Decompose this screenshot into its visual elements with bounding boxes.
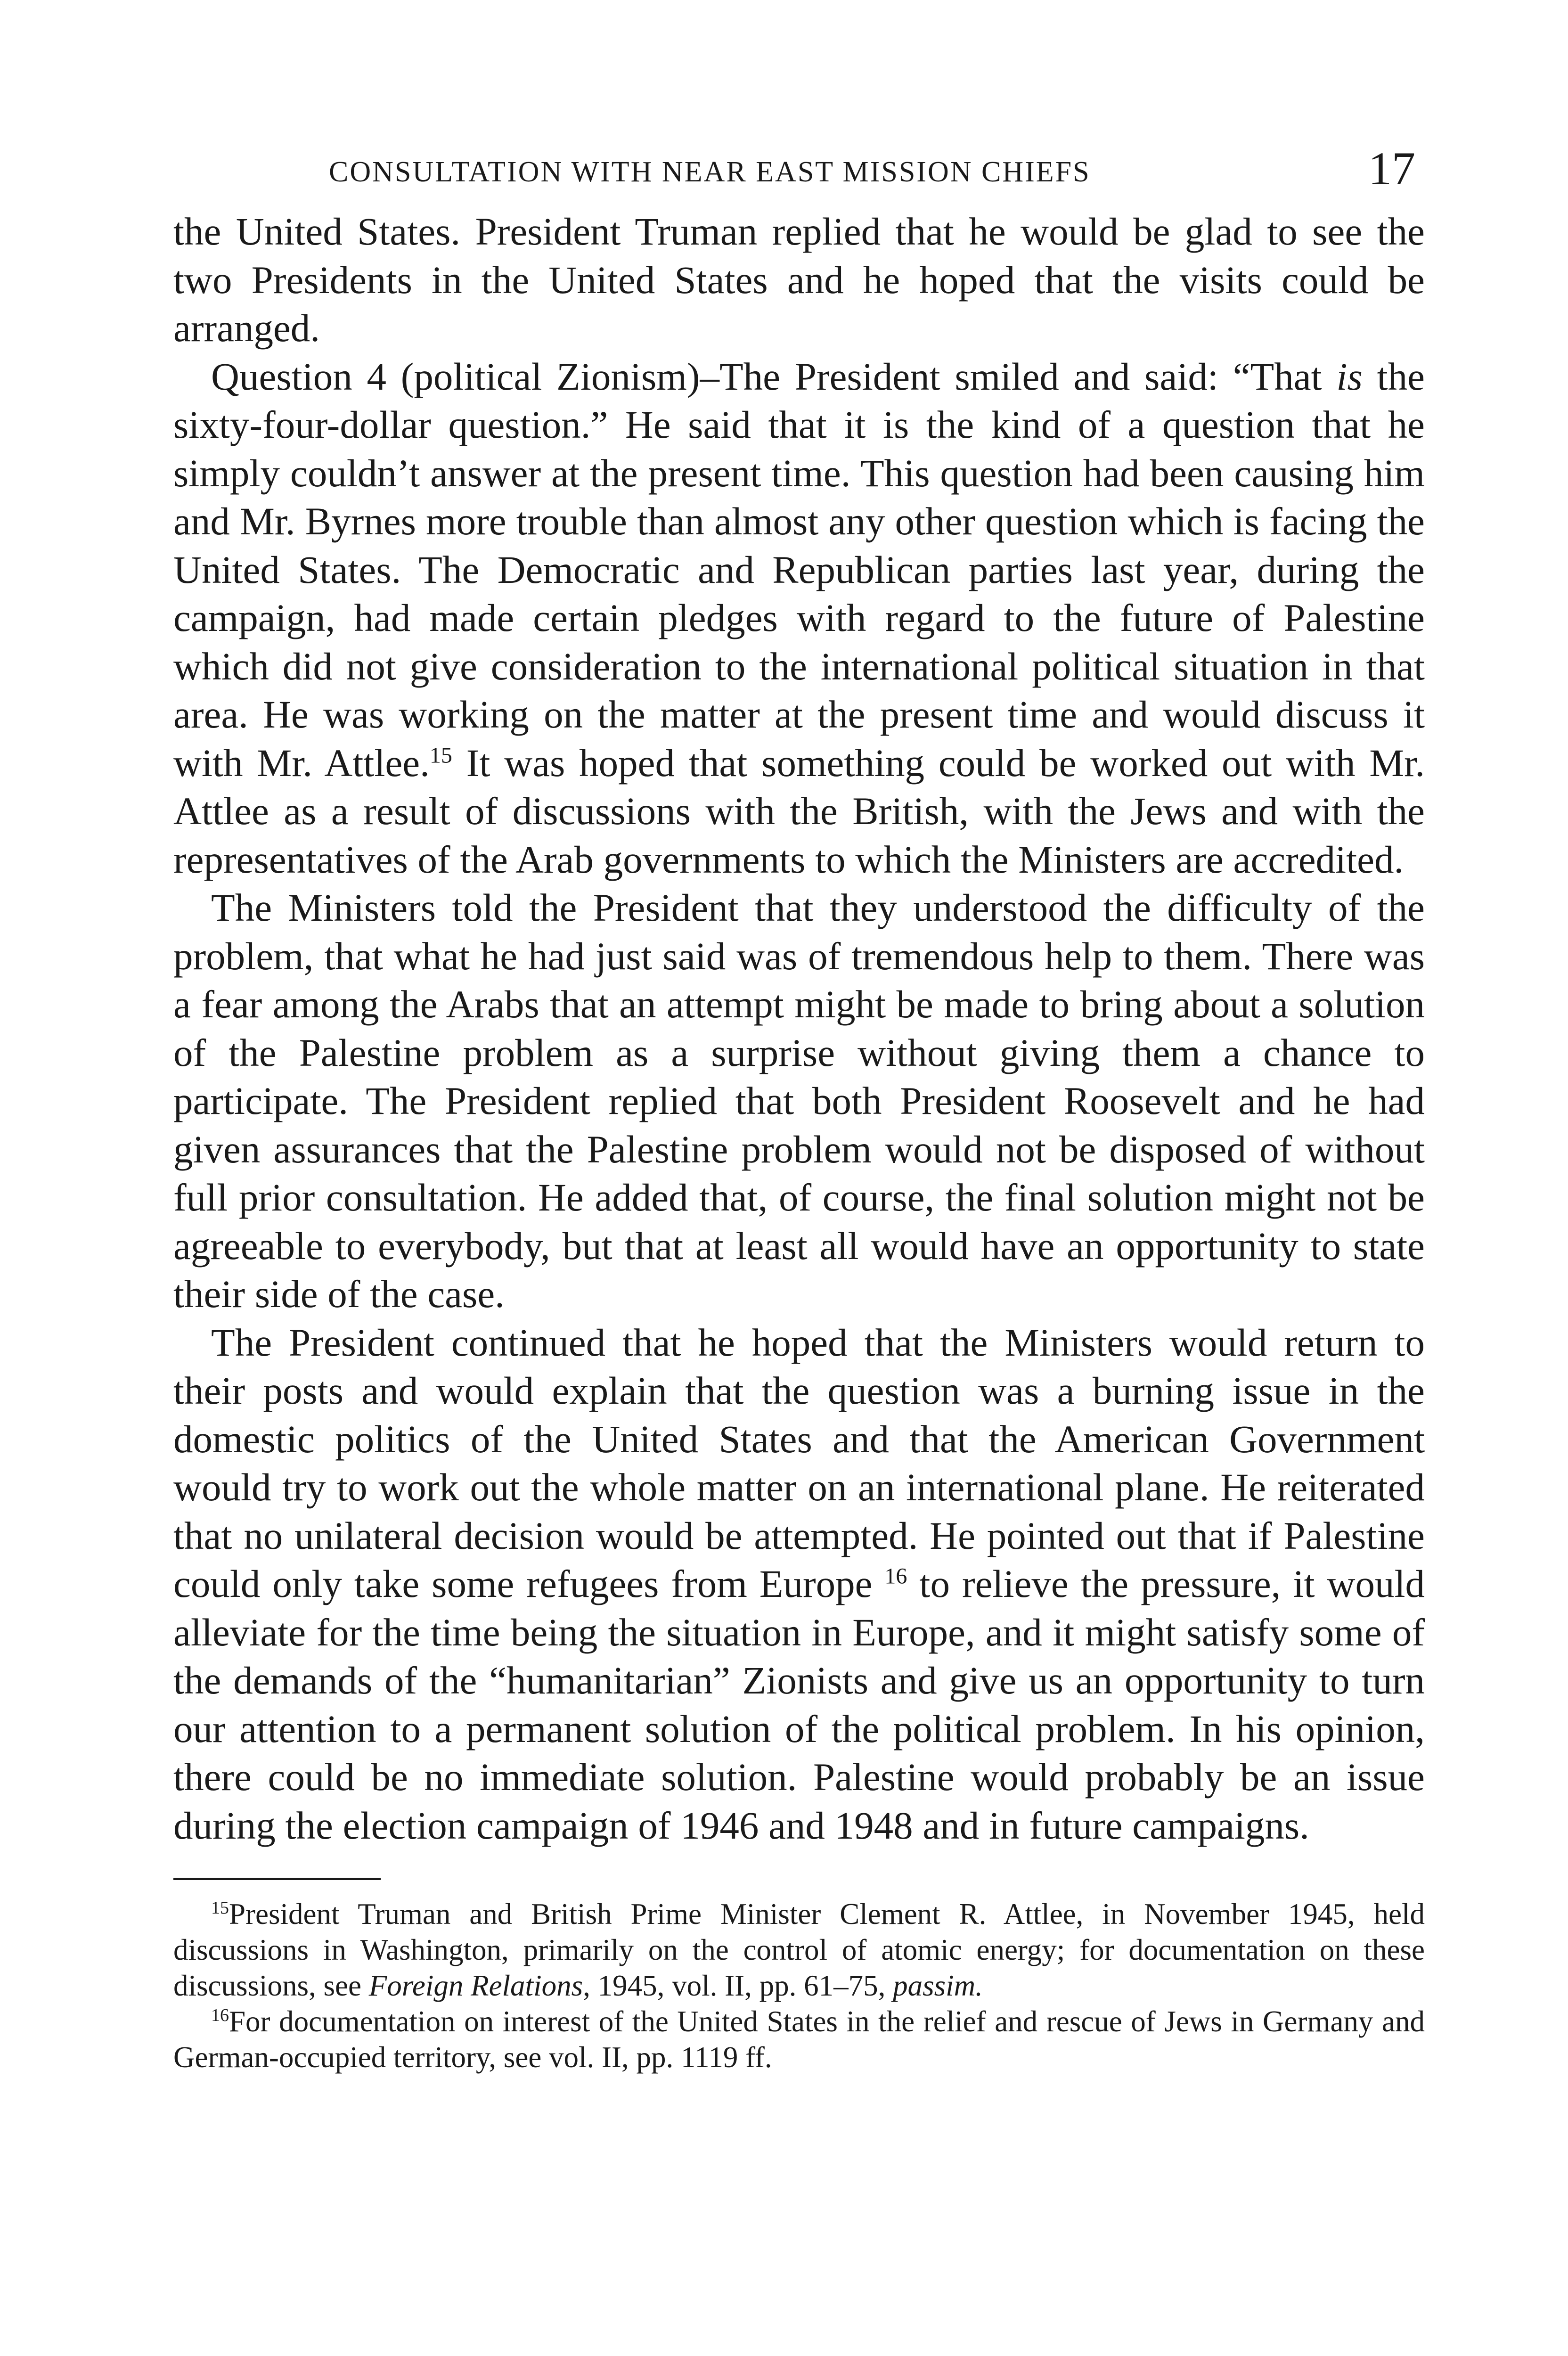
footnote-15-volume: II — [725, 1969, 745, 2002]
footnote-ref-16[interactable]: 16 — [884, 1563, 907, 1589]
footnote-15-text-c: , pp. 61–75, — [744, 1969, 893, 2002]
footnote-15-passim: passim. — [893, 1969, 983, 2002]
paragraph-4-text-b: to relieve the pressure, it would alleviate for the time being the situation in Europe, and it might satisfy some of the demands of the “humanitarian” Zionists and give us an opportunity to turn our attention to a permanent solution of the political problem. In his opinion, there could be no immediate solution. Palestine would probably be an issue during the election campaign of 1946 and 1948 and in future campaigns. — [173, 1562, 1425, 1847]
footnote-15-text-b: , 1945, vol. — [583, 1969, 725, 2002]
footnote-15 — [173, 1896, 1425, 2004]
footnote-15-marker: 15 — [211, 1898, 229, 1918]
footnote-16-text-b: , pp. 1119 ff. — [621, 2041, 772, 2074]
paragraph-2 — [173, 352, 1425, 884]
body-text — [173, 207, 1425, 1849]
paragraph-1-text: the United States. President Truman replied that he would be glad to see the two Presidents in the United States and he hoped that the visits could be arranged. — [173, 210, 1425, 350]
footnote-15-text-a: President Truman and British Prime Minister Clement R. Attlee, in November 1945, held discussions in Washington, primarily on the control of atomic energy; for documentation on these discussions, see — [173, 1898, 1425, 2002]
paragraph-4-text-a: The President continued that he hoped that the Ministers would return to their posts and would explain that the question was a burning issue in the domestic politics of the United States and that the American Government would try to work out the whole matter on an international plane. He reiterated that no unilateral decision would be attempted. He pointed out that if Palestine could only take some refugees from Europe — [173, 1320, 1425, 1605]
page — [173, 141, 1425, 2075]
paragraph-2-text-a: Question 4 (political Zionism)–The President smiled and said: “That — [211, 354, 1337, 398]
footnote-16-text-a: For documentation on interest of the United States in the relief and rescue of Jews in Germany and German-occupied territory, see vol. — [173, 2005, 1425, 2074]
footnote-divider — [173, 1878, 381, 1880]
footnote-16-volume: II — [602, 2041, 622, 2074]
paragraph-3 — [173, 884, 1425, 1318]
footnotes — [173, 1896, 1425, 2075]
paragraph-1 — [173, 207, 1425, 352]
paragraph-2-text-c: It was hoped that something could be worked out with Mr. Attlee as a result of discussions with the British, with the Jews and with the representatives of the Arab governments to which the Ministers are accredited. — [173, 741, 1425, 881]
paragraph-2-emphasis: is — [1336, 354, 1363, 398]
footnote-ref-15[interactable]: 15 — [429, 742, 452, 768]
running-title: CONSULTATION WITH NEAR EAST MISSION CHIEFS — [329, 156, 1091, 188]
paragraph-2-text-b: the sixty-four-dollar question.” He said that it is the kind of a question that he simply couldn’t answer at the present time. This question had been causing him and Mr. Byrnes more trouble than almost any other question which is facing the United States. The Democratic and Republican parties last year, during the campaign, had made certain pledges with regard to the future of Palestine which did not give consideration to the international political situation in that area. He was working on the matter at the present time and would discuss it with Mr. Attlee. — [173, 354, 1425, 785]
footnote-16 — [173, 2004, 1425, 2075]
running-head — [173, 141, 1425, 207]
page-number: 17 — [1368, 142, 1415, 195]
paragraph-3-text: The Ministers told the President that they understood the difficulty of the problem, that what he had just said was of tremendous help to them. There was a fear among the Arabs that an attempt might be made to bring about a solution of the Palestine problem as a surprise without giving them a chance to participate. The President replied that both President Roosevelt and he had given assurances that the Palestine problem would not be disposed of without full prior consultation. He added that, of course, the final solution might not be agreeable to everybody, but that at least all would have an opportunity to state their side of the case. — [173, 886, 1425, 1316]
footnote-16-marker: 16 — [211, 2005, 229, 2025]
footnote-15-title: Foreign Relations — [368, 1969, 583, 2002]
paragraph-4 — [173, 1318, 1425, 1850]
